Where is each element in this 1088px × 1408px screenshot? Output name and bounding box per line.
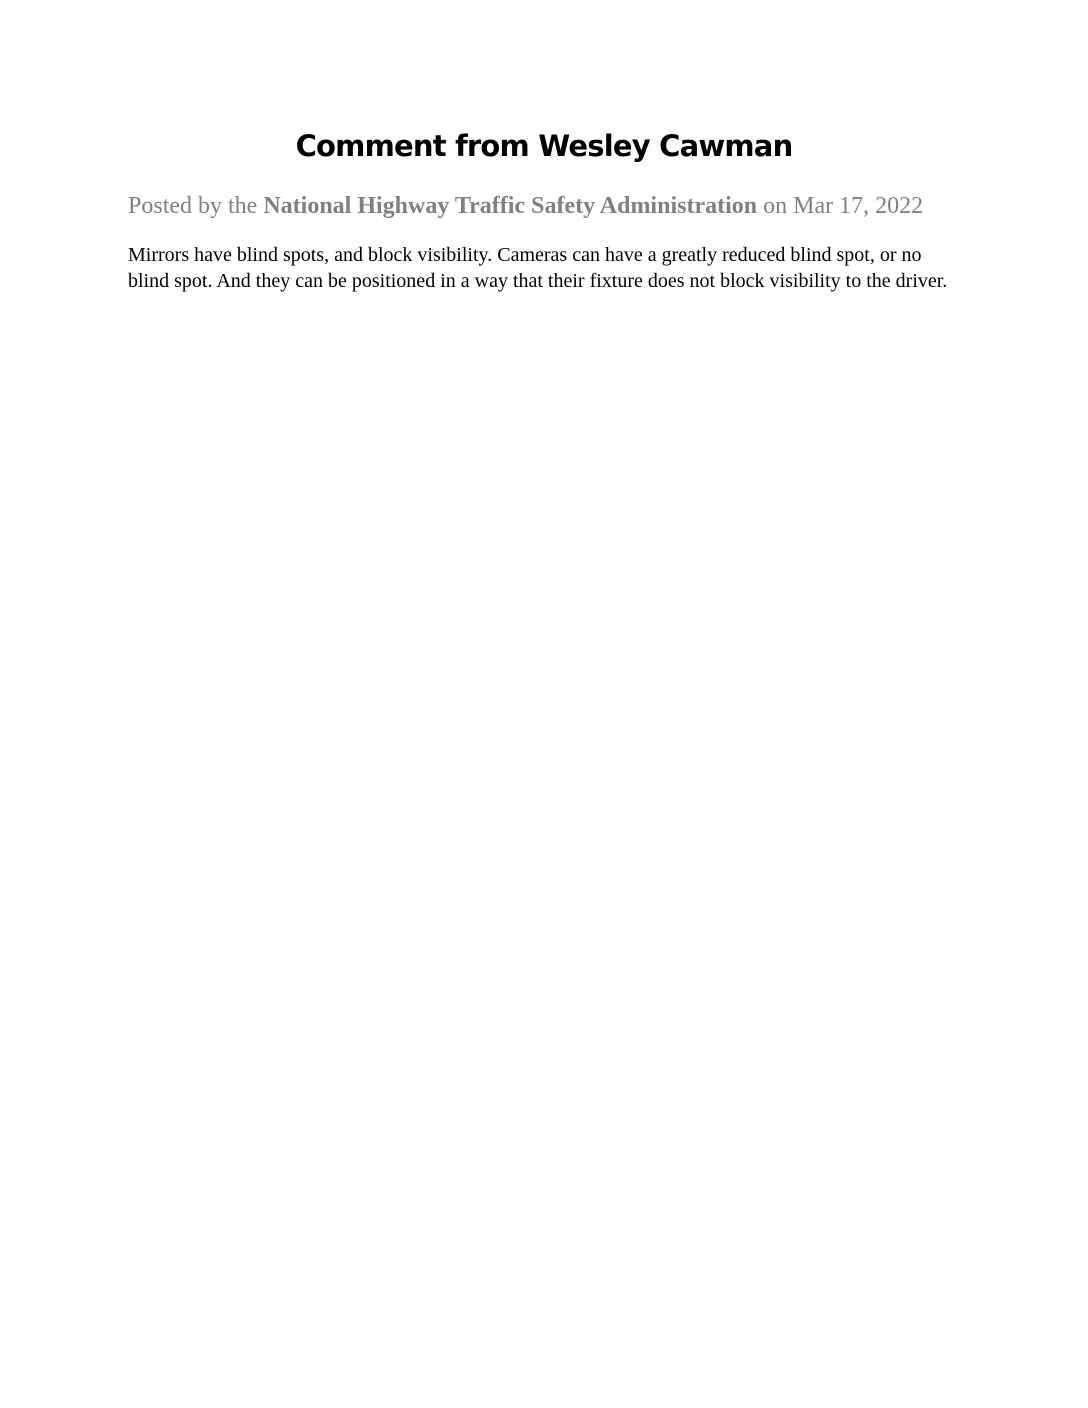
byline <box>128 190 988 222</box>
byline-date: on Mar 17, 2022 <box>757 193 924 219</box>
page-title: Comment from Wesley Cawman <box>295 129 793 163</box>
byline-agency: National Highway Traffic Safety Administration <box>263 193 758 219</box>
byline-prefix: Posted by the <box>128 193 264 219</box>
comment-body: Mirrors have blind spots, and block visibility. Cameras can have a greatly reduced blind spot, or no blind spot. And they can be positioned in a way that their fixture does not block visibility to the driver. <box>128 244 948 292</box>
